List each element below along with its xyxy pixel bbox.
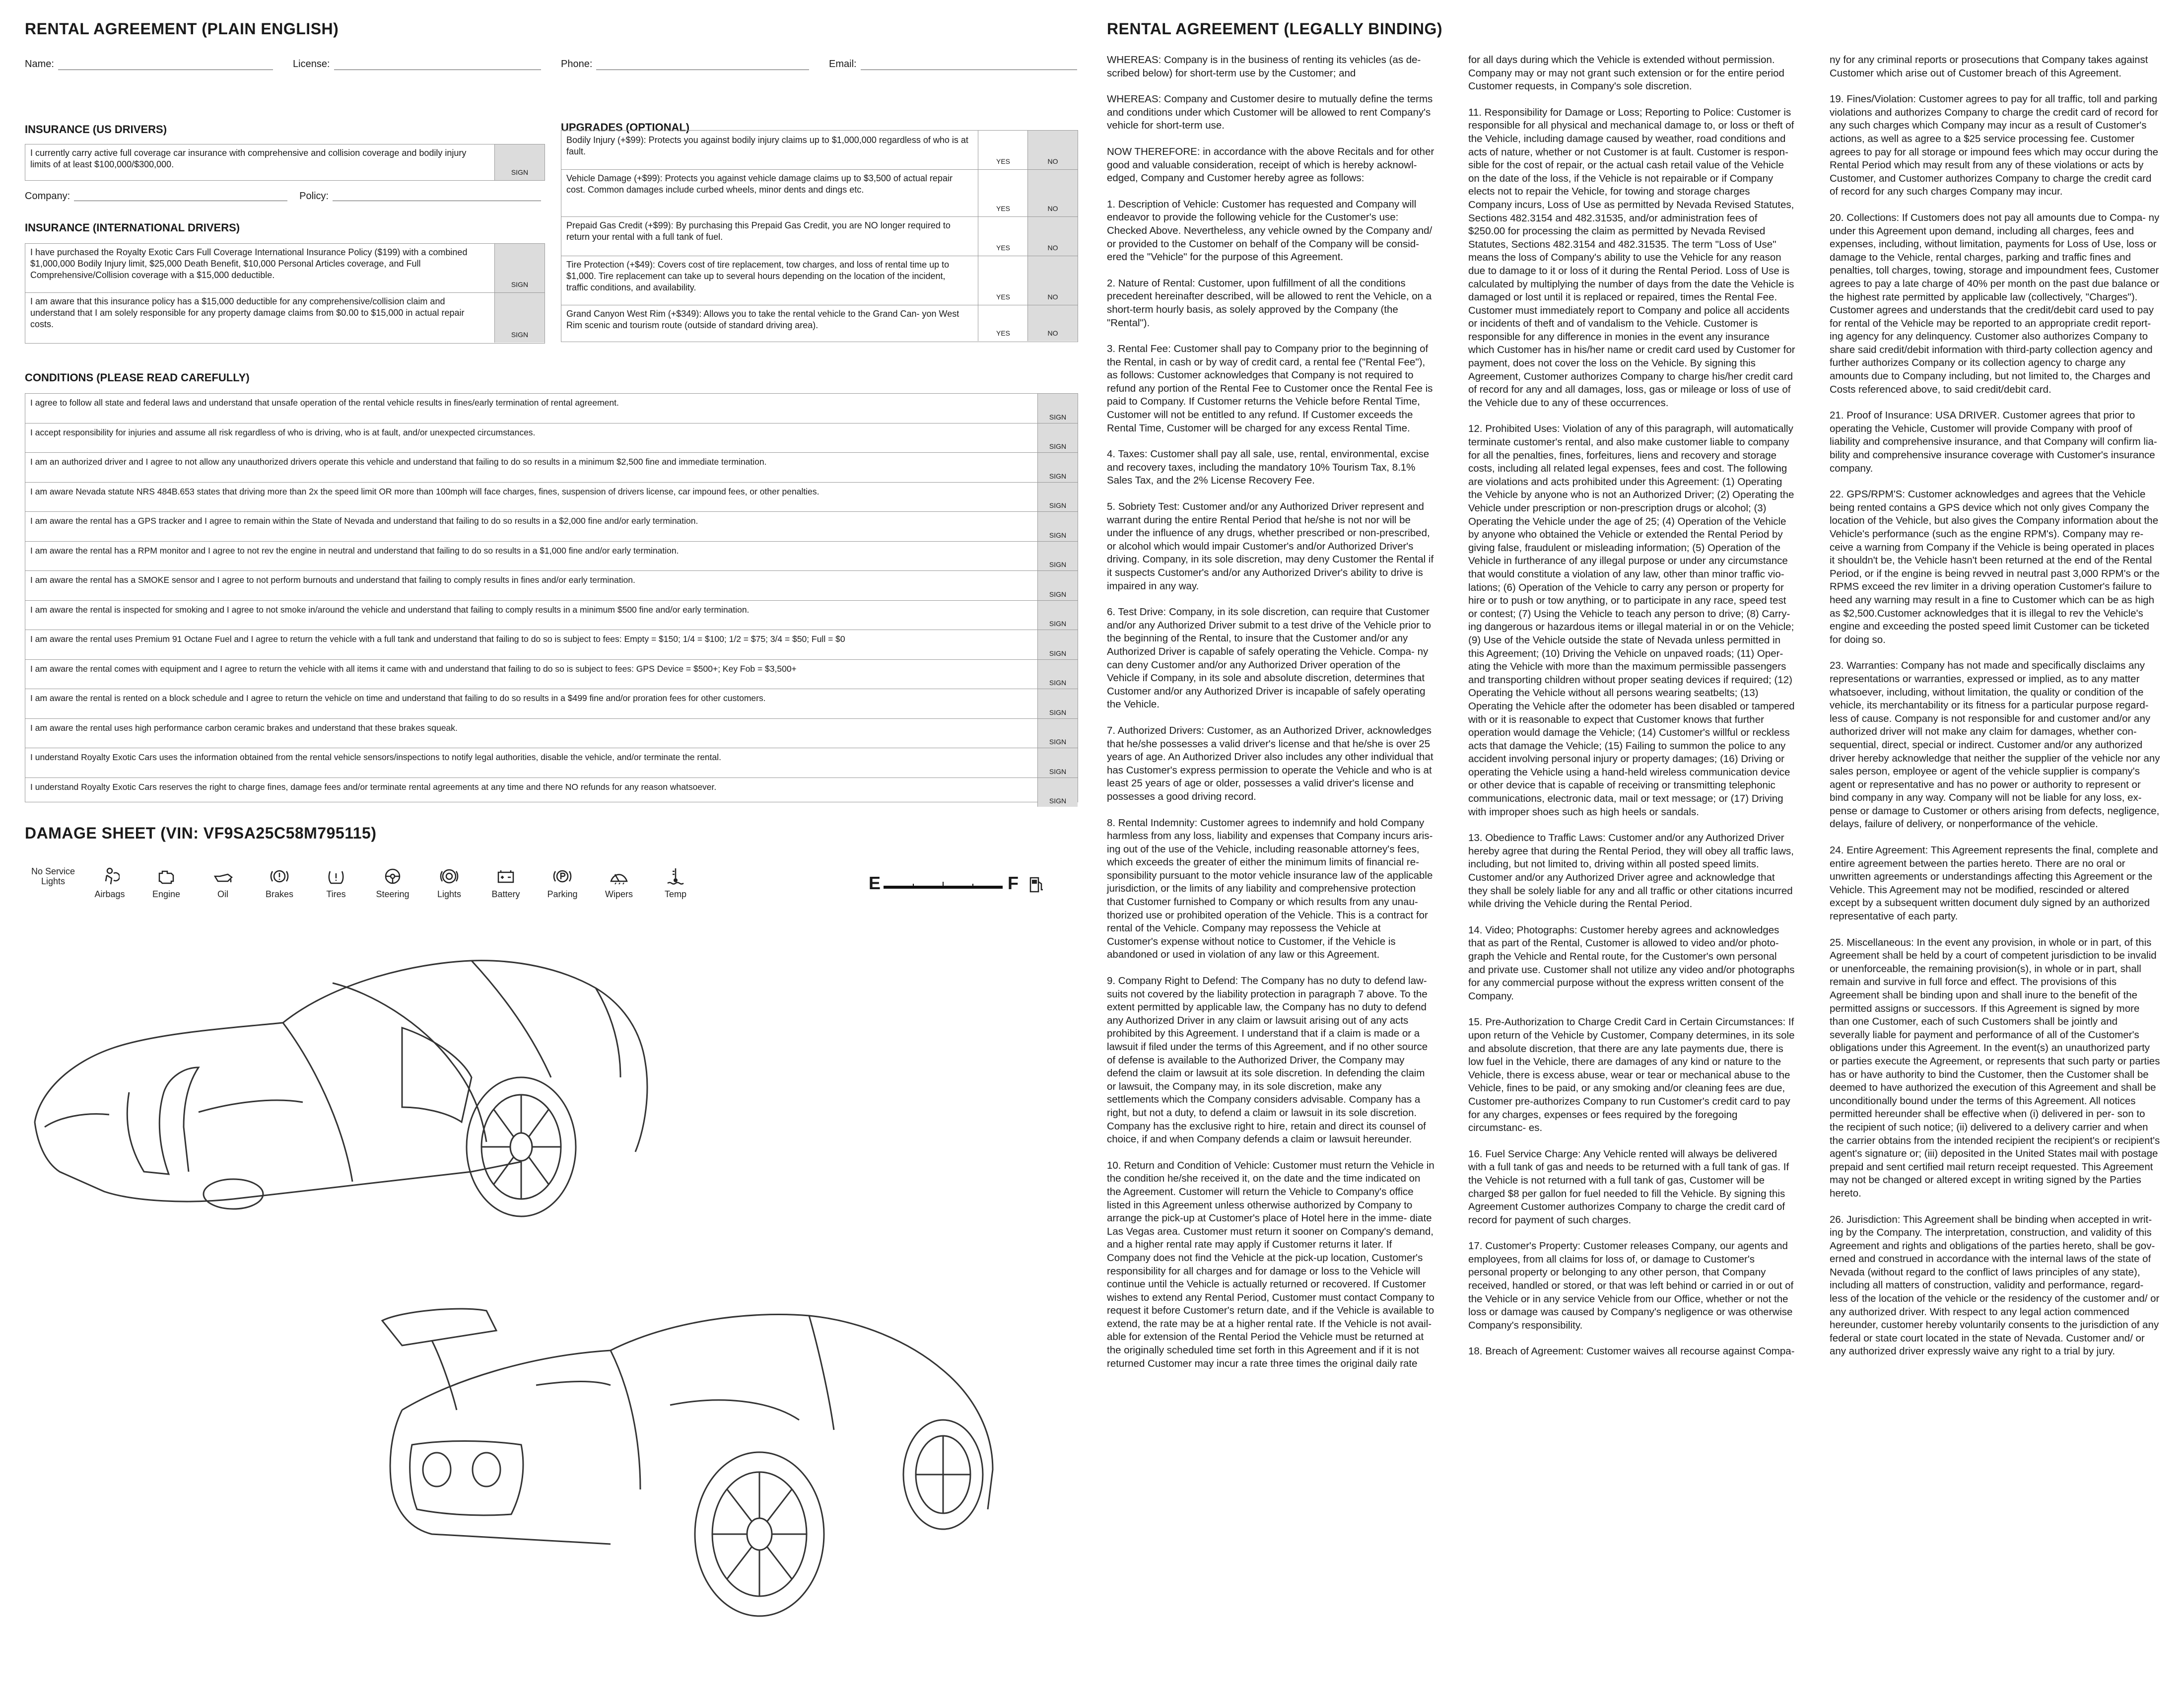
insurance-intl-heading: INSURANCE (INTERNATIONAL DRIVERS) bbox=[25, 221, 240, 234]
name-field[interactable]: Name: bbox=[25, 59, 293, 70]
icon-label: Lights bbox=[437, 889, 462, 899]
yes-option[interactable]: YES bbox=[978, 256, 1028, 305]
upgrade-row: Grand Canyon West Rim (+$349): Allows you to take the rental vehicle to the Grand Can- yon West Rim scenic and tourism route (outside of standard driving area). YES NO bbox=[561, 305, 1078, 341]
company-label: Company: bbox=[25, 191, 70, 202]
sign-button[interactable]: SIGN bbox=[494, 144, 545, 180]
icon-label: Parking bbox=[547, 889, 578, 899]
no-service-lights-icon[interactable] bbox=[25, 866, 81, 900]
upgrade-row: Bodily Injury (+$99): Protects you against bodily injury claims up to $1,000,000 regardless of who is at fault. YES NO bbox=[561, 131, 1078, 170]
wipers-icon-glyph bbox=[609, 866, 629, 886]
upgrade-row: Prepaid Gas Credit (+$99): By purchasing this Prepaid Gas Credit, you are NO longer required to return your rental with a full tank of fuel. YES NO bbox=[561, 217, 1078, 256]
sign-button[interactable]: SIGN bbox=[494, 244, 545, 292]
legal-paragraph: 20. Collections: If Customers does not pay all amounts due to Compa- ny under this Agreement upon demand, including all charges, fees and expenses, including, without limitation, payments for Loss of Use, loss or damage to the Vehicle, rental charges, parking and traffic fines and penalties, toll charges, towing, storage and impoundment fees, Customer agrees to pay a late charge of 40% per month on the past due balance or the highest rate permitted by applicable law (collectively, "Charges"). Customer agrees and understands that the credit/debit card used to pay for rental of the Vehicle may be reported to an appropriate credit report- ing agency for any delinquency. Customer also authorizes Company to share said credit/debit information with third-party collection agency and further authorizes Company or its collection agency to charge any amounts due to Company including, but not limited to, the Charges and Costs referenced above, to said credit/debit card. bbox=[1830, 212, 2160, 395]
insurance-us-company-policy bbox=[25, 191, 541, 202]
condition-row bbox=[25, 689, 1078, 719]
legal-paragraph: 23. Warranties: Company has not made and specifically disclaims any representations or warranties, expressed or implied, as to any matter whatsoever, including, without limitation, the quality or condition of the vehicle, its merchantability or its fitness for a particular purpose regard- less of cause. Company is not responsible for and customer and/or any authorized driver will not make any claim for damages, whether con- sequential, direct, special or indirect. Customer and/or any authorized driver hereby acknowledge that neither the supplier of the vehicle nor any sales person, employee or agent of the vehicle supplier is company's agent or representative and has no power or authority to represent or bind company in any way. Company will not be liable for any loss, ex- pense or damage to Customer or others arising from defects, negligence, delays, failure of delivery, or nonperformance of the vehicle. bbox=[1830, 660, 2160, 830]
insurance-intl-row: I am aware that this insurance policy has a $15,000 deductible for any comprehensive/collision claim and understand that I am solely responsible for any property damage claims from $0.00 to $15,000 in actual repair costs. SIGN bbox=[25, 293, 545, 343]
icon-label: Battery bbox=[491, 889, 520, 899]
sign-button[interactable]: SIGN bbox=[1037, 660, 1078, 689]
condition-text: I am aware the rental has a SMOKE sensor and I agree to not perform burnouts and understand that failing to comply results in fines and/or early termination. bbox=[30, 575, 635, 585]
dashboard-warning-icons bbox=[25, 866, 704, 900]
condition-text: I am aware the rental has a RPM monitor and I agree to not rev the engine in neutral and understand that failing to do so results in a $1,000 fine and/or early termination. bbox=[30, 545, 679, 556]
yes-option[interactable]: YES bbox=[978, 170, 1028, 216]
sign-button[interactable]: SIGN bbox=[1037, 748, 1078, 777]
legal-paragraph: ny for any criminal reports or prosecutions that Company takes against Customer which arise out of Customer breach of this Agreement. bbox=[1830, 54, 2148, 79]
email-field[interactable]: Email: bbox=[829, 59, 1077, 70]
icon-label: Tires bbox=[326, 889, 346, 899]
policy-label: Policy: bbox=[299, 191, 329, 202]
condition-row bbox=[25, 778, 1078, 807]
insurance-intl-row: I have purchased the Royalty Exotic Cars Full Coverage International Insurance Policy ($199) with a combined $1,000,000 Bodily Injury limit, $25,000 Death Benefit, $10,000 Personal Articles coverage, and Full Comprehensive/Collision coverage with a $15,000 deductible. SIGN bbox=[25, 244, 545, 293]
no-option[interactable]: NO bbox=[1027, 256, 1078, 305]
insurance-intl-box bbox=[25, 243, 545, 344]
legal-paragraph: 25. Miscellaneous: In the event any provision, in whole or in part, of this Agreement shall be held by a court of competent jurisdiction to be invalid or unenforceable, the remaining provision(s), in whole or in part, shall remain and survive in full force and effect. The provisions of this Agreement shall be binding upon and shall inure to the benefit of the permitted assigns or successors. If this Agreement is signed by more than one Customer, each of such Customers shall be jointly and severally liable for payment and performance of all of the Customer's obligations under this Agreement. In the event(s) an unauthorized party or parties execute the Agreement, or represents that such party or parties has or have authority to bind the Customer, then the Customer shall be deemed to have authorized the execution of this Agreement and shall be unconditionally bound under the terms of this Agreement. All notices permitted hereunder shall be effective when (i) delivered in per- son to the recipient of such notice; (ii) delivered to a delivery carrier and when the carrier obtains from the intended recipient the recipient's or recipient's agent's signature or; (iii) deposited in the United States mail with postage prepaid and sent certified mail return receipt requested. This Agreement may not be changed or altered except in writing signed by the Parties hereto. bbox=[1830, 936, 2160, 1199]
condition-text: I understand Royalty Exotic Cars uses the information obtained from the rental vehicle sensors/inspections to notify legal authorities, disable the vehicle, and/or terminate the rental. bbox=[30, 752, 722, 762]
condition-row bbox=[25, 660, 1078, 690]
company-field[interactable] bbox=[74, 191, 287, 201]
legal-paragraph: 19. Fines/Violation: Customer agrees to pay for all traffic, toll and parking violations and authorizes Company to charge the credit card of record for any such charges which Company may incur as a result of Customer's actions, as well as agree to a $25 service processing fee. Customer agrees to pay for all storage or impound fees which may occur during the Rental Period which may result from any of these violations or acts by Customer, and Customer authorizes Company to charge the credit card of record for any such charges Company may incur. bbox=[1830, 93, 2159, 198]
condition-row bbox=[25, 601, 1078, 631]
customer-fields bbox=[25, 59, 1077, 70]
engine-icon[interactable] bbox=[138, 866, 195, 900]
legal-paragraph: 21. Proof of Insurance: USA DRIVER. Customer agrees that prior to operating the Vehicle, Customer will provide Company with proof of liability and comprehensive insurance, and that Company will confirm lia- bility and comprehensive insurance coverage with Customer's insurance company. bbox=[1830, 410, 2157, 474]
icon-label: Temp bbox=[664, 889, 686, 899]
battery-icon-glyph bbox=[496, 866, 516, 886]
sign-button[interactable]: SIGN bbox=[1037, 542, 1078, 571]
condition-text: I am an authorized driver and I agree to not allow any unauthorized drivers operate this vehicle and understand that failing to do so results in a minimum $2,500 fine and immediate termination. bbox=[30, 457, 767, 467]
legal-paragraph: 11. Responsibility for Damage or Loss; Reporting to Police: Customer is responsible for all physical and mechanical damage to, or loss or theft of the Vehicle, including damage caused by weather, road conditions and acts of nature, whether or not Customer is at fault. Customer is respon- sible for the cost of repair, or the actual cash retail value of the Vehicle on the date of the loss, if the Vehicle is not repairable or if Company elects not to repair the Vehicle, for towing and storage charges Company incurs, Loss of Use as permitted by Nevada Revised Statutes, Sections 482.3154 and 482.31535, and/or administration fees of $250.00 for processing the claim as permitted by Nevada Revised Statutes, Sections 482.3154 and 482.31535. The term "Loss of Use" means the loss of Company's ability to use the Vehicle for any reason due to damage to it or loss of it during the Rental Period. Loss of Use is calculated by multiplying the number of days from the date the Vehicle is damaged or lost until it is replaced or repaired, times the Rental Fee. Customer must immediately report to Company and police all accidents or incidents of theft and of vandalism to the Vehicle. Customer is responsible for any difference in monies in the event any insurance which Customer has in his/her name or credit card used by Customer for payment, does not cover the loss on the Vehicle. By signing this Agreement, Customer authorizes Company to charge his/her credit card of record for any and all damages, loss, gas or mileage or loss of use of the Vehicle due to any of these occurrences. bbox=[1468, 106, 1795, 409]
sign-button[interactable]: SIGN bbox=[1037, 483, 1078, 512]
upgrade-row: Vehicle Damage (+$99): Protects you against vehicle damage claims up to $3,500 of actual repair cost. Common damages include curbed wheels, minor dents and dings etc. YES NO bbox=[561, 170, 1078, 217]
car-front-view-diagram[interactable] bbox=[25, 914, 670, 1231]
legal-paragraph: 7. Authorized Drivers: Customer, as an Authorized Driver, acknowledges that he/she possesses a valid driver's license and that he/she is over 25 years of age. An Authorized Driver also includes any other individual that has Customer's express permission to operate the Vehicle and who is at least 25 years of age or older, possesses a valid driver's license and possesses a good driving record. bbox=[1107, 724, 1433, 802]
icon-label: Brakes bbox=[265, 889, 294, 899]
sign-button[interactable]: SIGN bbox=[1037, 689, 1078, 718]
condition-text: I am aware the rental is rented on a block schedule and I agree to return the vehicle on time and understand that failing to do so results in a $499 fine and/or proration fees for other customers. bbox=[30, 693, 766, 703]
condition-row bbox=[25, 719, 1078, 749]
condition-text: I accept responsibility for injuries and assume all risk regardless of who is driving, who is at fault, and/or unexpected circumstances. bbox=[30, 427, 536, 437]
license-field[interactable]: License: bbox=[293, 59, 561, 70]
legal-paragraph: WHEREAS: Company and Customer desire to mutually define the terms and conditions under which Customer will be allowed to rent Company's vehicle for short-term use. bbox=[1107, 93, 1433, 132]
condition-row bbox=[25, 512, 1078, 542]
temp-icon-glyph bbox=[666, 866, 685, 886]
steering-icon-glyph bbox=[383, 866, 403, 886]
condition-row bbox=[25, 542, 1078, 571]
condition-text: I understand Royalty Exotic Cars reserves the right to charge fines, damage fees and/or terminate rental agreements at any time and there NO refunds for any reason whatsoever. bbox=[30, 781, 717, 792]
icon-label: Wipers bbox=[605, 889, 633, 899]
legal-paragraph: 24. Entire Agreement: This Agreement represents the final, complete and entire agreement between the parties hereto. There are no oral or unwritten agreements or understandings affecting this Agreement or the Vehicle. This Agreement may not be modified, rescinded or altered except by a subsequent written document duly signed by an authorized representative of each party. bbox=[1830, 845, 2158, 922]
lights-icon-glyph bbox=[439, 866, 459, 886]
sign-button[interactable]: SIGN bbox=[494, 293, 545, 343]
damage-sheet-title: DAMAGE SHEET (VIN: VF9SA25C58M795115) bbox=[25, 824, 377, 842]
legal-paragraph: 2. Nature of Rental: Customer, upon fulfillment of all the conditions precedent hereinafter described, will be allowed to rent the Vehicle, on a short-term hourly basis, as solely approved by the Company (the "Rental"). bbox=[1107, 277, 1432, 329]
brakes-icon[interactable] bbox=[251, 866, 308, 900]
fuel-full-label: F bbox=[1008, 873, 1019, 893]
icon-label: Engine bbox=[152, 889, 181, 899]
legal-paragraph: 17. Customer's Property: Customer releases Company, our agents and employees, from all claims for loss of, or damage to Customer's personal property or belonging to any other person, that Company received, handled or stored, or that was left behind or carried in or out of the Vehicle or in any service Vehicle from our Office, whether or not the loss or damage was caused by Company's negligence or was otherwise Company's responsibility. bbox=[1468, 1240, 1794, 1331]
condition-row bbox=[25, 423, 1078, 453]
upgrades-heading: UPGRADES (OPTIONAL) bbox=[561, 121, 690, 134]
no-option[interactable]: NO bbox=[1027, 131, 1078, 169]
upgrade-row: Tire Protection (+$49): Covers cost of tire replacement, tow charges, and loss of rental time up to $1,000. Tire replacement can take up to several hours depending on the location of the incident, traffic conditions, and availability. YES NO bbox=[561, 256, 1078, 305]
condition-text: I am aware the rental comes with equipment and I agree to return the vehicle with all items it came with and understand that failing to do so is subject to fees: GPS Device = $500+; Key Fob = $3,500+ bbox=[30, 663, 797, 674]
legal-paragraph: 22. GPS/RPM'S: Customer acknowledges and agrees that the Vehicle being rented contains a GPS device which not only gives Company the location of the Vehicle, but also gives the Company information about the Vehicle's performance (such as the engine RPM's). Company may re- ceive a warning from Company if the Vehicle is being operated in places it shouldn't be, the Vehicle hasn't been returned at the end of the Rental Period, or if the engine is being revved in neutral past 3,000 RPM's or the RPMS exceed the rev limiter in a driving operation Customer's failure to heed any warning may result in a fine to Customer which can be as high as $2,500.Customer acknowledges that it is illegal to rev the Vehicle's engine and exceeding the posted speed limit Customer can be ticketed for doing so. bbox=[1830, 489, 2160, 645]
legal-paragraph: 16. Fuel Service Charge: Any Vehicle rented will always be delivered with a full tank of gas and needs to be returned with a full tank of gas. If the Vehicle is not returned with a full tank of gas, Customer will be charged $8 per gallon for fuel needed to fill the Vehicle. By signing this Agreement Customer authorizes Company to charge the credit card of record for payment of such charges. bbox=[1468, 1148, 1789, 1226]
condition-text: I am aware Nevada statute NRS 484B.653 states that driving more than 2x the speed limit OR more than 100mph will face charges, fines, suspension of drivers license, car impound fees, or other penalties. bbox=[30, 486, 819, 496]
sign-button[interactable]: SIGN bbox=[1037, 453, 1078, 482]
airbags-icon-glyph bbox=[100, 866, 120, 886]
legal-paragraph: 6. Test Drive: Company, in its sole discretion, can require that Customer and/or any Authorized Driver submit to a test drive of the Vehicle prior to the beginning of the Rental, to insure that the Customer and/or any Authorized Driver is capable of safely operating the Vehicle. Compa- ny can deny Customer and/or any Authorized Driver operation of the Vehicle if Company, in its sole and absolute discretion, determines that Customer and/or any Authorized Driver is incapable of safely operating the Vehicle. bbox=[1107, 606, 1431, 710]
sign-button[interactable]: SIGN bbox=[1037, 571, 1078, 600]
legal-paragraph: 4. Taxes: Customer shall pay all sale, use, rental, environmental, excise and recovery taxes, including the mandatory 10% Tourism Tax, 8.1% Sales Tax, and the 2% License Recovery Fee. bbox=[1107, 448, 1430, 487]
lights-icon[interactable] bbox=[421, 866, 478, 900]
legal-column-1 bbox=[1107, 54, 1434, 1383]
legal-paragraph: 13. Obedience to Traffic Laws: Customer and/or any Authorized Driver hereby agree that during the Rental Period, they will obey all traffic laws, including, but not limited to, driving within all posted speed limits. Customer and/or any Authorized Driver agree and acknowledge that they shall be solely liable for any and all traffic or other citations incurred while driving the Vehicle during the Rental Period. bbox=[1468, 832, 1794, 910]
condition-row bbox=[25, 630, 1078, 660]
yes-option[interactable]: YES bbox=[978, 305, 1028, 341]
sign-button[interactable]: SIGN bbox=[1037, 512, 1078, 541]
sign-button[interactable]: SIGN bbox=[1037, 394, 1078, 423]
condition-text: I am aware the rental has a GPS tracker and I agree to remain within the State of Nevada and understand that failing to do so results in a $2,000 fine and/or early termination. bbox=[30, 516, 698, 526]
legal-paragraph: 5. Sobriety Test: Customer and/or any Authorized Driver represent and warrant during the entire Rental Period that he/she is not nor will be under the influence of any drugs, whether prescribed or non-prescribed, or alcohol which would impair Customer's and/or Authorized Driver's driving. Company, in its sole discretion, may deny Customer the Rental if it suspects Customer's and/or any Authorized Driver's ability to drive is impaired in any way. bbox=[1107, 501, 1434, 592]
parking-icon[interactable] bbox=[534, 866, 591, 900]
sign-button[interactable]: SIGN bbox=[1037, 630, 1078, 659]
brakes-icon-glyph bbox=[270, 866, 289, 886]
wipers-icon[interactable] bbox=[591, 866, 647, 900]
no-option[interactable]: NO bbox=[1027, 170, 1078, 216]
legal-paragraph: for all days during which the Vehicle is extended without permission. Company may or may not grant such extension or for the entire period Customer requests, in Company's sole discretion. bbox=[1468, 54, 1784, 92]
oil-icon[interactable] bbox=[195, 866, 251, 900]
legally-binding-section bbox=[1107, 0, 2164, 1693]
condition-text: I agree to follow all state and federal laws and understand that unsafe operation of the rental vehicle results in fines/early termination of rental agreement. bbox=[30, 398, 619, 408]
legal-paragraph: 14. Video; Photographs: Customer hereby agrees and acknowledges that as part of the Rental, Customer is allowed to video and/or photo- graph the Vehicle and Rental route, for the Customer's own personal and private use. Customer shall not utilize any video and/or photographs for any commercial purpose without the express written consent of the Company. bbox=[1468, 924, 1795, 1002]
condition-text: I am aware the rental uses Premium 91 Octane Fuel and I agree to return the vehicle with a full tank and understand that failing to do so is subject to fees: Empty = $150; 1/4 = $100; 1/2 = $75; 3/4 = $50; Full = $0 bbox=[30, 634, 845, 644]
tires-icon-glyph bbox=[326, 866, 346, 886]
engine-icon-glyph bbox=[156, 866, 176, 886]
legal-paragraph: 8. Rental Indemnity: Customer agrees to indemnify and hold Company harmless from any loss, liability and expenses that Company incurs aris- ing out of the use of the Vehicle, including reasonable attorney's fees, which exceeds the greater of either the minimum limits of financial re- sponsibility pursuant to the motor vehicle insurance law of the applicable jurisdiction, or the limits of any liability and comprehensive protection that Customer furnished to Company or which results from any unau- thorized use or prohibited operation of the Vehicle. This is a contract for rental of the Vehicle. Company may repossess the Vehicle at Customer's expense without notice to Customer, if the Vehicle is abandoned or used in violation of any law or this Agreement. bbox=[1107, 817, 1433, 961]
fuel-empty-label: E bbox=[869, 873, 881, 893]
legal-column-2 bbox=[1468, 54, 1796, 1371]
icon-label: Airbags bbox=[94, 889, 125, 899]
legal-paragraph: 18. Breach of Agreement: Customer waives all recourse against Compa- bbox=[1468, 1345, 1795, 1357]
upgrades-box bbox=[561, 130, 1078, 342]
no-option[interactable]: NO bbox=[1027, 217, 1078, 256]
legal-paragraph: 12. Prohibited Uses: Violation of any of this paragraph, will automatically terminate customer's rental, and also make customer liable to company for all the penalties, fines, forfeitures, liens and recovery and storage costs, including all related legal expenses, fees and cost. The following are violations and acts prohibited under this Agreement: (1) Operating the Vehicle by anyone who is not an Authorized Driver; (2) Operating the Vehicle under prescription or non-prescription drugs or alcohol; (3) Operating the Vehicle under the age of 25; (4) Operation of the Vehicle by anyone who obtained the Vehicle or extended the Rental Period by giving false, fraudulent or misleading information; (5) Operation of the Vehicle in furtherance of any illegal purpose or under any circumstance that would constitute a violation of any law, other than minor traffic vio- lations; (6) Operation of the Vehicle to carry any person or property for hire or to push or tow anything, or to participate in any race, speed test or contest; (7) Using the Vehicle to teach any person to drive; (8) Carry- ing dangerous or hazardous items or illegal material in or on the Vehicle; (9) Use of the Vehicle outside the state of Nevada unless permitted in this Agreement; (10) Driving the Vehicle on unpaved roads; (11) Oper- ating the Vehicle with more than the maximum permissible passengers and transporting children without proper seating devices if required; (12) Operating the Vehicle without all persons wearing seatbelts; (13) Operating the Vehicle after the odometer has been disabled or tampered with or it is reasonable to expect that Customer knows that further operation would damage the Vehicle; (14) Customer's willful or reckless acts that damage the Vehicle; (15) Failing to summon the police to any accident involving personal injury or property damages; (16) Driving or operating the Vehicle using a hand-held wireless communication device or other device that is capable of receiving or transmitting telephonic communications, electronic data, mail or text message; or (17) Driving with improper shoes such as high heels or sandals. bbox=[1468, 423, 1795, 818]
insurance-us-text: I currently carry active full coverage car insurance with comprehensive and collision coverage and bodily injury limits of at least $100,000/$300,000. bbox=[30, 148, 467, 169]
condition-row bbox=[25, 571, 1078, 601]
condition-row bbox=[25, 483, 1078, 512]
legal-paragraph: 26. Jurisdiction: This Agreement shall be binding when accepted in writ- ing by the Company. The interpretation, construction, and validity of this Agreement and rights and obligations of the parties hereto, shall be gov- erned and construed in accordance with the internal laws of the state of Nevada (without regard to the conflict of laws principles of any state), including all matters of construction, validity and performance, regard- less of the location of the vehicle or the residency of the customer and/ or any authorized driver. With respect to any legal action commenced hereunder, customer hereby voluntarily consents to the jurisdiction of any federal or state court located in the state of Nevada. Customer and/ or any authorized driver expressly waive any right to a trial by jury. bbox=[1830, 1213, 2160, 1357]
phone-field[interactable]: Phone: bbox=[561, 59, 829, 70]
condition-row bbox=[25, 394, 1078, 423]
legal-paragraph: WHEREAS: Company is in the business of renting its vehicles (as de- scribed below) for short-term use by the Customer; and bbox=[1107, 54, 1421, 79]
temp-icon[interactable] bbox=[647, 866, 704, 900]
conditions-heading: CONDITIONS (PLEASE READ CAREFULLY) bbox=[25, 371, 250, 384]
insurance-us-box bbox=[25, 144, 545, 181]
condition-text: I am aware the rental is inspected for smoking and I agree to not smoke in/around the vehicle and understand that failing to comply results in a minimum $500 fine and/or early termination. bbox=[30, 604, 750, 615]
sign-button[interactable]: SIGN bbox=[1037, 719, 1078, 748]
legal-paragraph: NOW THEREFORE: in accordance with the above Recitals and for other good and valuable consideration, receipt of which is hereby acknowl- edged, Company and Customer hereby agree as follows: bbox=[1107, 145, 1434, 184]
sign-button[interactable]: SIGN bbox=[1037, 778, 1078, 807]
icon-label: No Service Lights bbox=[31, 866, 75, 886]
condition-text: I am aware the rental uses high performance carbon ceramic brakes and understand that these brakes squeak. bbox=[30, 722, 458, 733]
steering-icon[interactable] bbox=[364, 866, 421, 900]
yes-option[interactable]: YES bbox=[978, 131, 1028, 169]
insurance-us-row bbox=[25, 144, 545, 180]
legal-paragraph: 15. Pre-Authorization to Charge Credit Card in Certain Circumstances: If upon return of the Vehicle by Customer, Company determines, in its sole and absolute discretion, that there are any late payments due, there is low fuel in the Vehicle, there are damages of any kind or nature to the Vehicle, there is excess abuse, wear or tear or mechanical abuse to the Vehicle, fines to be paid, or any smoking and/or cleaning fees are due, Customer pre-authorizes Company to run Customer's credit card to pay for any charges, expenses or fees required by the foregoing circumstanc- es. bbox=[1468, 1016, 1795, 1134]
no-option[interactable]: NO bbox=[1027, 305, 1078, 341]
policy-field[interactable] bbox=[333, 191, 541, 201]
legal-column-3 bbox=[1830, 54, 2160, 1371]
insurance-us-heading: INSURANCE (US DRIVERS) bbox=[25, 123, 167, 136]
sign-button[interactable]: SIGN bbox=[1037, 423, 1078, 453]
icon-label: Oil bbox=[217, 889, 228, 899]
sign-button[interactable]: SIGN bbox=[1037, 601, 1078, 630]
legally-binding-title: RENTAL AGREEMENT (LEGALLY BINDING) bbox=[1107, 20, 1442, 38]
airbags-icon[interactable] bbox=[81, 866, 138, 900]
legal-paragraph: 10. Return and Condition of Vehicle: Customer must return the Vehicle in the condition he/she received it, on the date and the time indicated on the Agreement. Customer will return the Vehicle to Company's office listed in this Agreement unless otherwise authorized by Company to arrange the pick-up at Customer's place of Hotel here in the imme- diate Las Vegas area. Customer must return it sooner on Company's demand, and a higher rental rate may apply if Customer returns it later. If Company does not find the Vehicle at the pick-up location, Customer's responsibility for all charges and for damage or loss to the Vehicle will continue until the Vehicle is actually returned or recovered. If Customer wishes to extend any Rental Period, Customer must contact Company to request it before Customer's return date, and if the Vehicle is available to extend, the rate may be at a higher rental rate. If the Vehicle is not avail- able for extension of the Rental Period the Vehicle must be returned at the originally scheduled time set forth in this Agreement and if it is not returned Customer may incur a rate three times the original daily rate bbox=[1107, 1159, 1434, 1369]
condition-row bbox=[25, 748, 1078, 778]
fuel-pump-icon bbox=[1028, 875, 1044, 894]
fuel-gauge[interactable] bbox=[869, 873, 1067, 898]
oil-icon-glyph bbox=[213, 866, 233, 886]
tires-icon[interactable] bbox=[308, 866, 364, 900]
legal-paragraph: 3. Rental Fee: Customer shall pay to Company prior to the beginning of the Rental, in cash or by way of credit card, a rental fee ("Rental Fee"), as follows: Customer acknowledges that Company is not required to refund any portion of the Rental Fee to Customer once the Rental Fee is paid to Company. If Customer returns the Vehicle before Rental Time, Customer will not be entitled to any refund. If Customer exceeds the Rental Time, Customer will be charged for any excess Rental Time. bbox=[1107, 343, 1433, 434]
battery-icon[interactable] bbox=[478, 866, 534, 900]
parking-icon-glyph bbox=[552, 866, 572, 886]
legal-paragraph: 9. Company Right to Defend: The Company has no duty to defend law- suits not covered by the liability protection in paragraph 7 above. To the extent permitted by applicable law, the Company has no duty to defend any Authorized Driver in any claim or lawsuit arising out of any acts prohibited by this Agreement. I understand that if a claim is made or a lawsuit if filed under the terms of this Agreement, and if no other source of defense is available to the Authorized Driver, the Company may defend the claim or lawsuit at its sole discretion. In defending the claim or lawsuit, the Company may, in its sole discretion, make any settlements which the Company considers advisable. Company has a right, but not a duty, to defend a claim or lawsuit in its sole discretion. Company has the exclusive right to hire, retain and direct its counsel of choice, if and when Company defends a claim or lawsuit hereunder. bbox=[1107, 975, 1428, 1145]
plain-english-title: RENTAL AGREEMENT (PLAIN ENGLISH) bbox=[25, 20, 339, 38]
legal-paragraph: 1. Description of Vehicle: Customer has requested and Company will endeavor to provide the following vehicle for the Customer's use: Checked Above. Nevertheless, any vehicle owned by the Company and/ or provided to the Customer on behalf of the Company will be consid- ered the "Vehicle" for the purpose of this Agreement. bbox=[1107, 198, 1433, 263]
conditions-box bbox=[25, 393, 1078, 805]
plain-english-section bbox=[25, 0, 1077, 1693]
condition-row bbox=[25, 453, 1078, 483]
icon-label: Steering bbox=[376, 889, 410, 899]
yes-option[interactable]: YES bbox=[978, 217, 1028, 256]
car-rear-view-diagram[interactable] bbox=[372, 1281, 1018, 1628]
